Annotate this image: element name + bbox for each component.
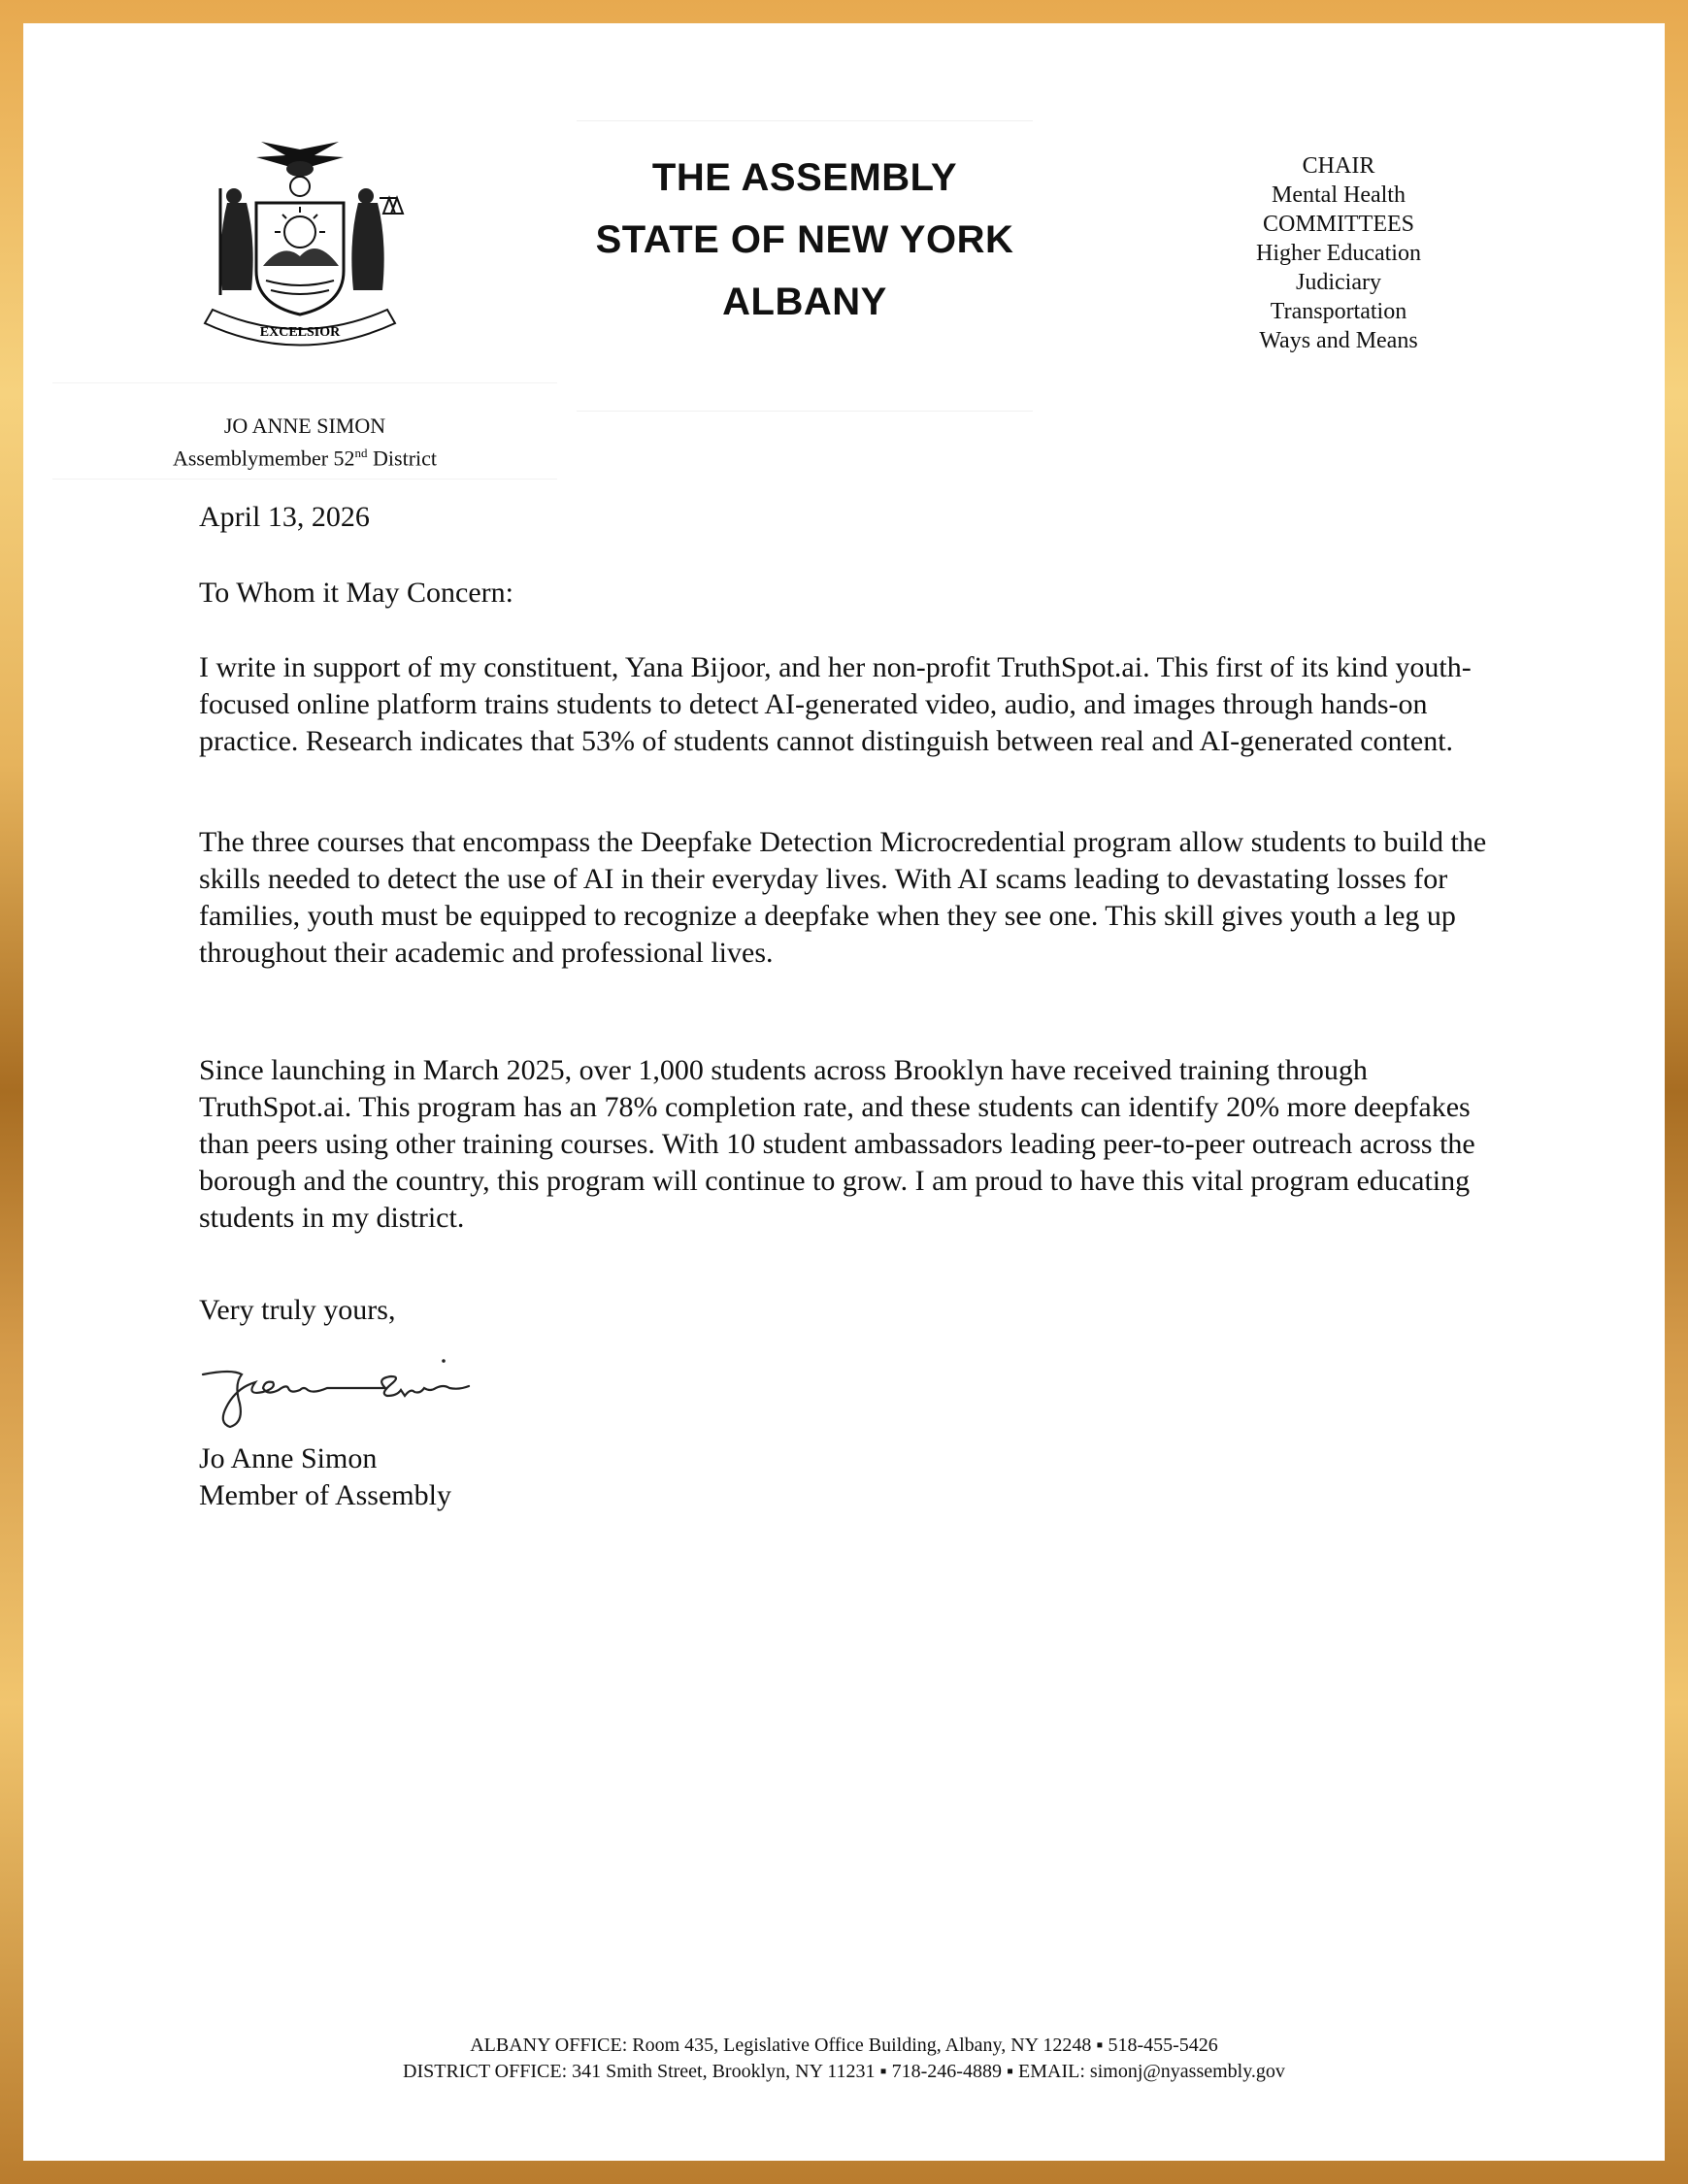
chair-label: CHAIR — [1302, 153, 1375, 179]
chair-committee: Mental Health — [1272, 182, 1406, 208]
member-info — [52, 382, 557, 480]
letter-date: April 13, 2026 — [199, 501, 370, 533]
signature-image — [193, 1353, 523, 1431]
header-line-2: STATE OF NEW YORK — [595, 218, 1014, 261]
header-line-1: THE ASSEMBLY — [651, 156, 958, 199]
committee-item: Judiciary — [1296, 270, 1381, 295]
letter-paragraph: Since launching in March 2025, over 1,000 students across Brooklyn have received training through TruthSpot.ai. This program has an 78% completion rate, and these students can identify 20% more deepfakes than peers using other training courses. With 10 student ambassadors leading peer-to-peer outreach across the borough and the country, this program will continue to grow. I am proud to have this vital program educating students in my district. — [199, 1054, 1475, 1234]
signer-title: Member of Assembly — [199, 1479, 451, 1511]
signer-name: Jo Anne Simon — [199, 1442, 378, 1474]
signer-block — [199, 1440, 1490, 1514]
letter-closing: Very truly yours, — [199, 1294, 396, 1326]
committee-item: Transportation — [1270, 299, 1407, 324]
ny-state-seal-icon — [174, 130, 426, 363]
committees-label: COMMITTEES — [1263, 212, 1414, 237]
member-name: JO ANNE SIMON — [223, 414, 386, 438]
seal-motto: EXCELSIOR — [259, 325, 341, 340]
member-title: Assemblymember 52nd District — [172, 446, 438, 471]
assembly-header — [577, 120, 1033, 412]
letter-paragraph: I write in support of my constituent, Yana Bijoor, and her non-profit TruthSpot.ai. This first of its kind youth-focused online platform trains students to detect AI-generated video, audio, and images through hands-on practice. Research indicates that 53% of students cannot distinguish between real and AI-generated content. — [199, 651, 1472, 757]
district-office: DISTRICT OFFICE: 341 Smith Street, Brooklyn, NY 11231 ▪ 718-246-4889 ▪ EMAIL: simonj@nyassembly.gov — [403, 2061, 1285, 2082]
committee-item: Ways and Means — [1259, 328, 1418, 353]
letter-page — [23, 23, 1665, 2161]
letter-footer — [23, 2033, 1665, 2085]
committees-list — [1217, 151, 1460, 355]
committee-item: Higher Education — [1256, 241, 1421, 266]
letter-salutation: To Whom it May Concern: — [199, 577, 513, 609]
header-line-3: ALBANY — [722, 281, 887, 323]
letter-paragraph: The three courses that encompass the Deepfake Detection Microcredential program allow students to build the skills needed to detect the use of AI in their everyday lives. With AI scams leading to devastating losses for families, youth must be equipped to recognize a deepfake when they see one. This skill gives youth a leg up throughout their academic and professional lives. — [199, 826, 1487, 969]
albany-office: ALBANY OFFICE: Room 435, Legislative Office Building, Albany, NY 12248 ▪ 518-455-5426 — [470, 2035, 1218, 2056]
